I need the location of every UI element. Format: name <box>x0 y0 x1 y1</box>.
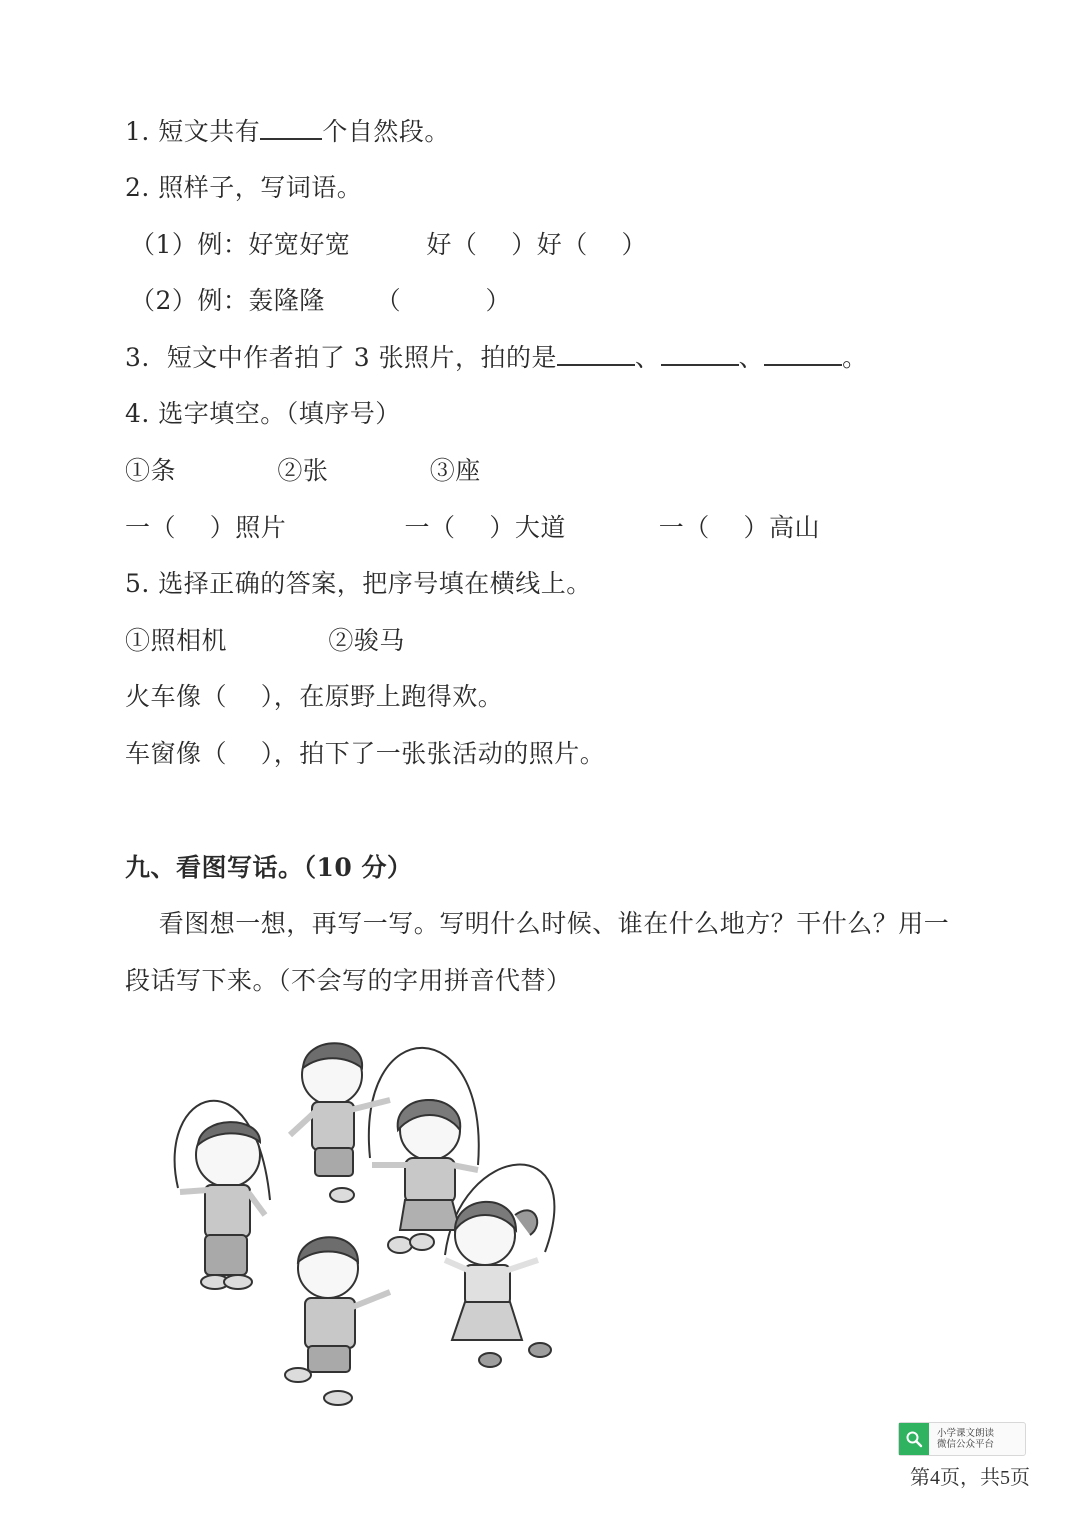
badge-line-2: 微信公众平台 <box>937 1439 995 1450</box>
boy-top-figure <box>290 1043 390 1202</box>
question-5-line-1: 火车像（ ），在原野上跑得欢。 <box>125 682 504 711</box>
boy-bottom-figure <box>285 1237 390 1405</box>
answer-blank <box>557 342 635 366</box>
girl-right-figure <box>445 1202 551 1367</box>
question-5-title: 5. 选择正确的答案，把序号填在横线上。 <box>125 569 592 598</box>
badge-text <box>929 1428 994 1450</box>
boy-left-figure <box>180 1122 265 1289</box>
q3-separator: 、 <box>738 343 765 372</box>
q1-text: 1. 短文共有 <box>125 117 261 146</box>
question-2-title: 2. 照样子，写词语。 <box>125 173 363 202</box>
question-5-line-2: 车窗像（ ），拍下了一张张活动的照片。 <box>125 739 606 768</box>
badge-line-1: 小学课文朗读 <box>937 1428 995 1439</box>
question-4-options: ①条 ②张 ③座 <box>125 456 481 485</box>
q3-text-end: 。 <box>842 343 868 372</box>
question-5-options: ①照相机 ②骏马 <box>125 626 405 655</box>
wechat-official-account-badge <box>898 1422 1026 1456</box>
question-1 <box>125 115 450 149</box>
answer-blank <box>260 116 322 140</box>
children-jump-rope-illustration <box>160 1030 590 1420</box>
question-2-item-2: （2）例：轰隆隆 （ ） <box>130 286 512 315</box>
q3-separator: 、 <box>635 343 661 372</box>
answer-blank <box>764 342 842 366</box>
section-9-prompt-line-2: 段话写下来。（不会写的字用拼音代替） <box>125 966 572 995</box>
page-number: 第4页，共5页 <box>910 1467 1030 1489</box>
question-4-title: 4. 选字填空。（填序号） <box>125 399 401 428</box>
question-2-item-1: （1）例：好宽好宽 好（ ）好（ ） <box>130 230 648 259</box>
question-3 <box>125 341 868 375</box>
question-4-items: 一（ ）照片 一（ ）大道 一（ ）高山 <box>125 513 821 542</box>
section-9-prompt-line-1: 看图想一想，再写一写。写明什么时候、谁在什么地方？干什么？用一 <box>125 909 950 938</box>
q3-text: 3. 短文中作者拍了 3 张照片，拍的是 <box>125 343 558 372</box>
search-icon <box>899 1423 929 1455</box>
q1-text-end: 个自然段。 <box>322 117 450 146</box>
section-9-heading: 九、看图写话。（10 分） <box>125 853 413 882</box>
answer-blank <box>661 342 739 366</box>
